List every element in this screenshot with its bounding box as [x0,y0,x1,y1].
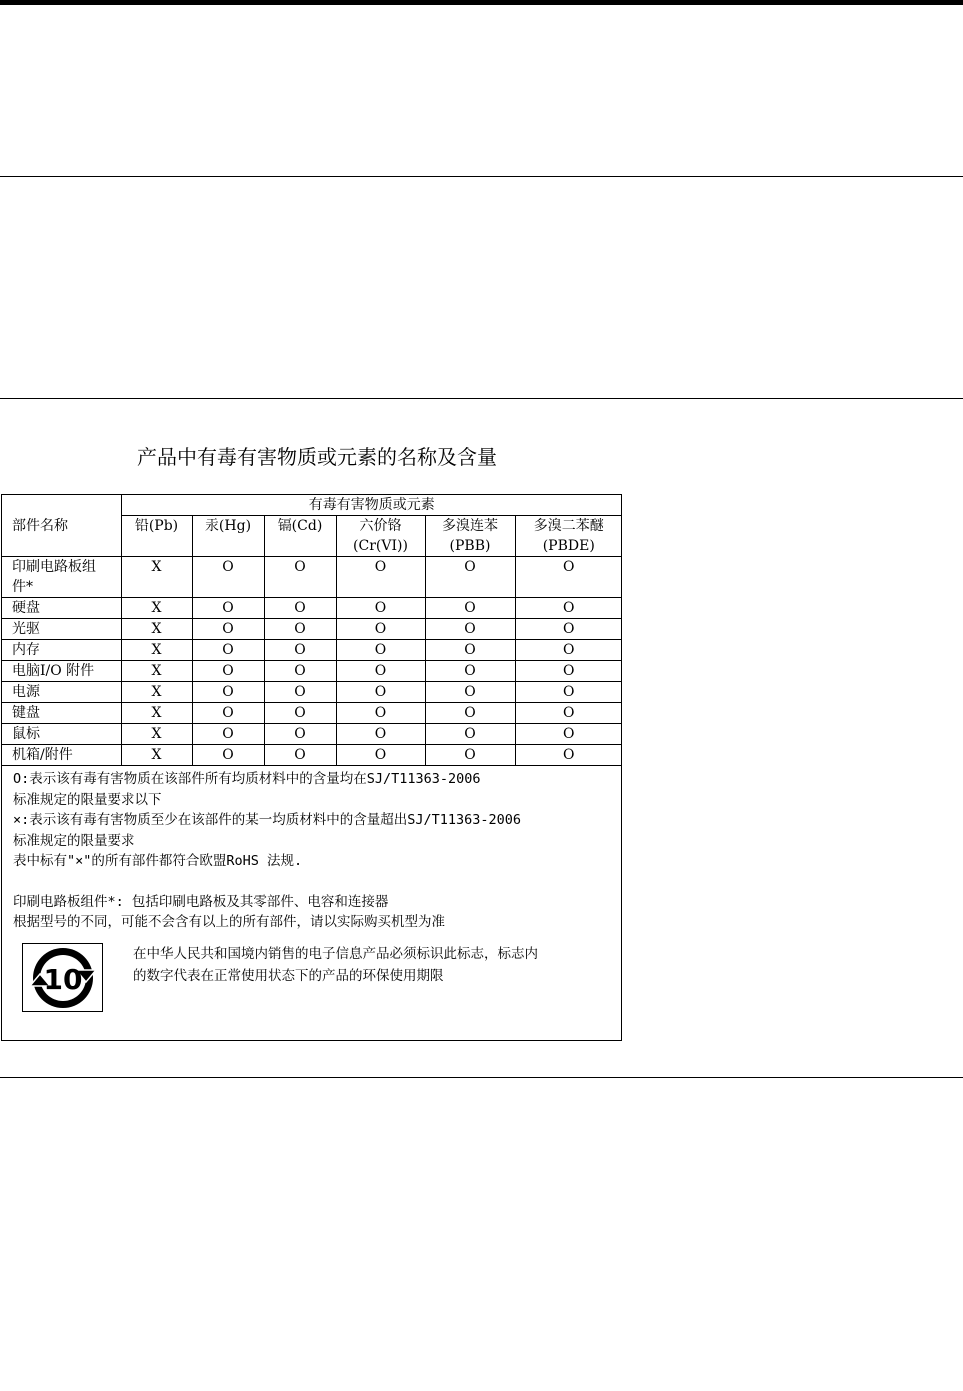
table-body [2,557,622,766]
substance-value-cell: O [515,724,622,745]
epup-notice [2,943,621,1023]
epup-text-line1: 在中华人民共和国境内销售的电子信息产品必须标识此标志，标志内 [133,945,538,962]
part-name-line1: 电源 [12,684,40,700]
part-name-line1: 鼠标 [12,726,40,742]
note-o-line2: 标准规定的限量要求以下 [13,791,162,808]
substance-value-cell: O [425,682,515,703]
part-name-cell [2,557,121,598]
substance-value-cell: O [425,640,515,661]
substance-value-cell: O [515,682,622,703]
substance-value-cell: O [192,745,264,766]
table-row [2,703,622,724]
part-name-line1: 机箱/附件 [12,747,73,763]
substance-value-cell: X [121,745,192,766]
substance-value-cell: O [515,557,622,598]
substance-value-cell: O [264,640,336,661]
substance-value-cell: X [121,619,192,640]
substance-value-cell: O [264,682,336,703]
substance-header [192,516,264,557]
substance-header-line1: 汞(Hg) [204,518,252,534]
substance-value-cell: X [121,557,192,598]
substance-value-cell: O [264,661,336,682]
substance-value-cell: O [515,661,622,682]
substance-value-cell: O [425,724,515,745]
substance-value-cell: O [425,745,515,766]
substance-value-cell: O [425,661,515,682]
substance-value-cell: X [121,724,192,745]
part-name-line1: 电脑I/O 附件 [12,663,95,679]
epup-number: 10 [43,962,83,996]
substance-header [515,516,622,557]
substance-header-line1: 多溴连苯 [442,518,498,534]
hazardous-substance-section [1,494,622,1041]
page-title: 产品中有毒有害物质或元素的名称及含量 [137,445,497,469]
table-row [2,598,622,619]
substance-value-cell: X [121,682,192,703]
substance-value-cell: O [192,619,264,640]
substance-header-line1: 铅(Pb) [134,518,179,534]
epup-text-line2: 的数字代表在正常使用状态下的产品的环保使用期限 [133,967,444,984]
part-name-cell [2,703,121,724]
table-row [2,724,622,745]
substance-value-cell: O [336,745,425,766]
substance-value-cell: O [192,703,264,724]
substance-header-line2: (PBB) [449,538,491,554]
table-row [2,682,622,703]
substance-value-cell: O [336,661,425,682]
note-o-line1: O:表示该有毒有害物质在该部件所有均质材料中的含量均在SJ/T11363-2006 [13,771,481,787]
substance-header [264,516,336,557]
divider [0,176,963,177]
substance-value-cell: X [121,640,192,661]
substance-header [336,516,425,557]
table-row [2,640,622,661]
substance-header-line1: 六价铬 [359,518,402,534]
table-row [2,557,622,598]
hazardous-substance-table [2,495,622,766]
divider [0,1077,963,1078]
part-name-line1: 光驱 [12,621,40,637]
substance-value-cell: O [192,640,264,661]
table-row [2,745,622,766]
substance-header-line1: 多溴二苯醚 [533,518,604,534]
part-name-line2: 件* [12,579,33,595]
substance-value-cell: O [336,619,425,640]
part-name-header: 部件名称 [2,495,121,557]
substance-value-cell: O [425,703,515,724]
substance-header-line2: (Cr(VI)) [353,538,408,554]
table-row [2,661,622,682]
note-x-line1: ×:表示该有毒有害物质至少在该部件的某一均质材料中的含量超出SJ/T11363-2006 [13,812,522,828]
substance-value-cell: O [336,703,425,724]
substance-value-cell: O [192,682,264,703]
notes [2,766,621,933]
substance-value-cell: O [425,557,515,598]
substance-value-cell: X [121,703,192,724]
substance-value-cell: O [264,557,336,598]
substance-group-header: 有毒有害物质或元素 [121,495,622,516]
substance-value-cell: O [515,640,622,661]
part-name-cell [2,682,121,703]
note-rohs: 表中标有"×"的所有部件都符合欧盟RoHS 法规. [13,853,303,869]
part-name-cell [2,745,121,766]
part-name-cell [2,724,121,745]
substance-header [121,516,192,557]
substance-value-cell: O [264,703,336,724]
substance-value-cell: O [336,724,425,745]
substance-value-cell: O [336,682,425,703]
substance-value-cell: O [192,598,264,619]
note-pcb: 印刷电路板组件*: 包括印刷电路板及其零部件、电容和连接器 [13,893,389,910]
substance-value-cell: O [264,598,336,619]
substance-value-cell: O [425,619,515,640]
substance-value-cell: O [264,745,336,766]
substance-header-line2: (PBDE) [542,538,595,554]
part-name-line1: 内存 [12,642,40,658]
epup-logo-box [22,943,103,1012]
substance-value-cell: O [425,598,515,619]
substance-value-cell: O [336,640,425,661]
substance-header-line1: 镉(Cd) [277,518,323,534]
epup-description [133,943,538,987]
table-row [2,619,622,640]
note-model: 根据型号的不同，可能不会含有以上的所有部件，请以实际购买机型为准 [13,914,445,930]
substance-value-cell: O [515,598,622,619]
substance-value-cell: O [192,661,264,682]
substance-value-cell: X [121,661,192,682]
divider [0,398,963,399]
substance-value-cell: O [515,619,622,640]
part-name-line1: 键盘 [12,705,40,721]
substance-header [425,516,515,557]
substance-value-cell: O [515,745,622,766]
substance-value-cell: O [264,619,336,640]
top-rule [0,0,963,5]
part-name-cell [2,598,121,619]
substance-value-cell: O [515,703,622,724]
epup-10-icon [23,944,102,1011]
substance-value-cell: O [192,724,264,745]
part-name-cell [2,640,121,661]
part-name-cell [2,619,121,640]
substance-value-cell: X [121,598,192,619]
substance-value-cell: O [192,557,264,598]
part-name-line1: 印刷电路板组 [12,559,96,575]
part-name-line1: 硬盘 [12,600,40,616]
substance-value-cell: O [336,557,425,598]
note-x-line2: 标准规定的限量要求 [13,832,135,849]
part-name-cell [2,661,121,682]
substance-value-cell: O [264,724,336,745]
substance-value-cell: O [336,598,425,619]
